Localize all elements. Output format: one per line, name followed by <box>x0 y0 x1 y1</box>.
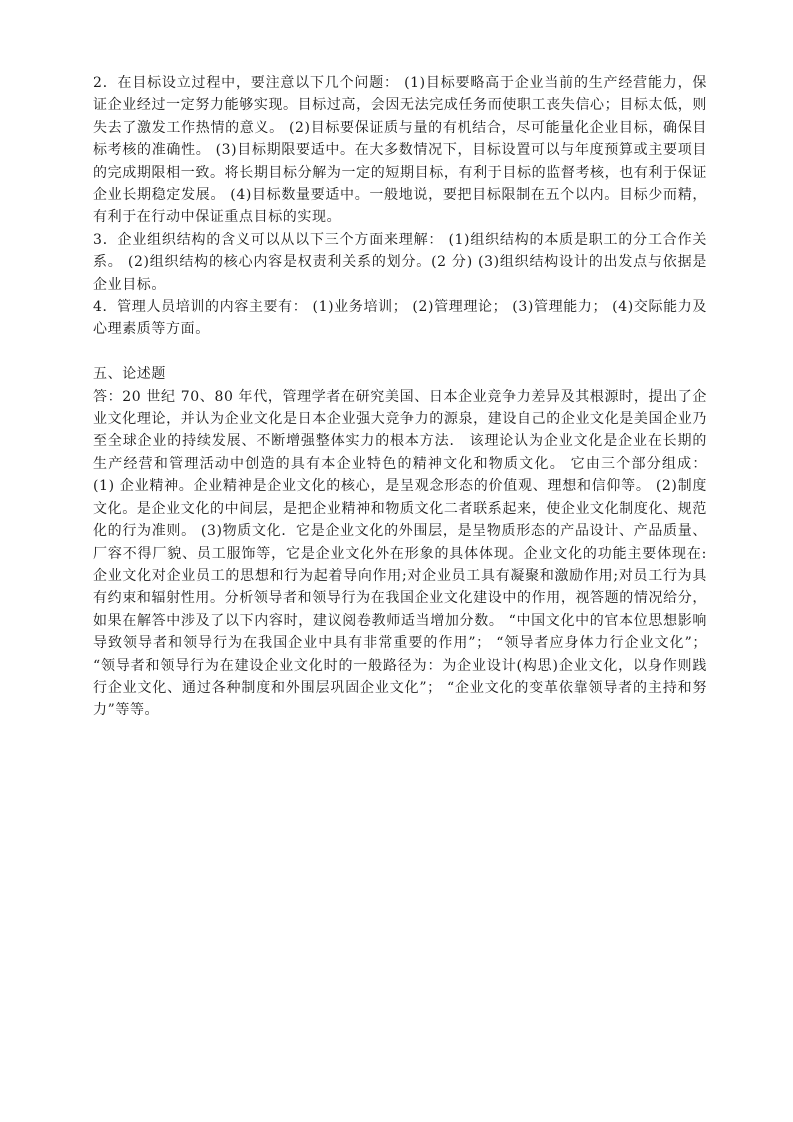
answer-item-3: 3．企业组织结构的含义可以从以下三个方面来理解： (1)组织结构的本质是职工的分工合作关系。 (2)组织结构的核心内容是权责利关系的划分。(2 分) (3)组织结构设计的出发点与依据是企业目标。 <box>93 231 707 293</box>
section-title: 五、论述题 <box>93 366 166 383</box>
answer-item-4: 4．管理人员培训的内容主要有： (1)业务培训； (2)管理理论； (3)管理能力； (4)交际能力及心理素质等方面。 <box>93 299 707 338</box>
essay-answer: 答：20 世纪 70、80 年代，管理学者在研究美国、日本企业竞争力差异及其根源时，提出了企业文化理论，并认为企业文化是日本企业强大竞争力的源泉，建设自己的企业文化是美国企业乃至全球企业的持续发展、不断增强整体实力的根本方法． 该理论认为企业文化是企业在长期的生产经营和管理活动中创造的具有本企业特色的精神文化和物质文化。 它由三个部分组成： (1) 企业精神。企业精神是企业文化的核心，是呈观念形态的价值观、理想和信仰等。 (2)制度文化。是企业文化的中间层，是把企业精神和物质文化二者联系起来，使企业文化制度化、规范化的行为准则。 (3)物质文化．它是企业文化的外围层，是呈物质形态的产品设计、产品质量、厂容不得厂貌、员工服饰等，它是企业文化外在形象的具体体现。企业文化的功能主要体现在:企业文化对企业员工的思想和行为起着导向作用;对企业员工具有凝聚和激励作用;对员工行为具有约束和辐射性用。分析领导者和领导行为在我国企业文化建设中的作用，视答题的情况给分，如果在解答中涉及了以下内容时，建议阅卷教师适当增加分数。 “中国文化中的官本位思想影响导致领导者和领导行为在我国企业中具有非常重要的作用”； “领导者应身体力行企业文化”； “领导者和领导行为在建设企业文化时的一般路径为：为企业设计(构思)企业文化，以身作则践行企业文化、通过各种制度和外围层巩固企业文化”； “企业文化的变革依靠领导者的主持和努力”等等。 <box>93 388 707 719</box>
section-spacer <box>93 341 707 363</box>
answer-item-2: 2．在目标设立过程中，要注意以下几个问题： (1)目标要略高于企业当前的生产经营能力，保证企业经过一定努力能够实现。目标过高，会因无法完成任务而使职工丧失信心；目标太低，则失去了激发工作热情的意义。 (2)目标要保证质与量的有机结合，尽可能量化企业目标，确保目标考核的准确性。 (3)目标期限要适中。在大多数情况下，目标设置可以与年度预算或主要项目的完成期限相一致。将长期目标分解为一定的短期目标，有利于目标的监督考核，也有利于保证企业长期稳定发展。 (4)目标数量要适中。一般地说，要把目标限制在五个以内。目标少而精，有利于在行动中保证重点目标的实现。 <box>93 75 707 226</box>
document-page <box>93 72 707 722</box>
